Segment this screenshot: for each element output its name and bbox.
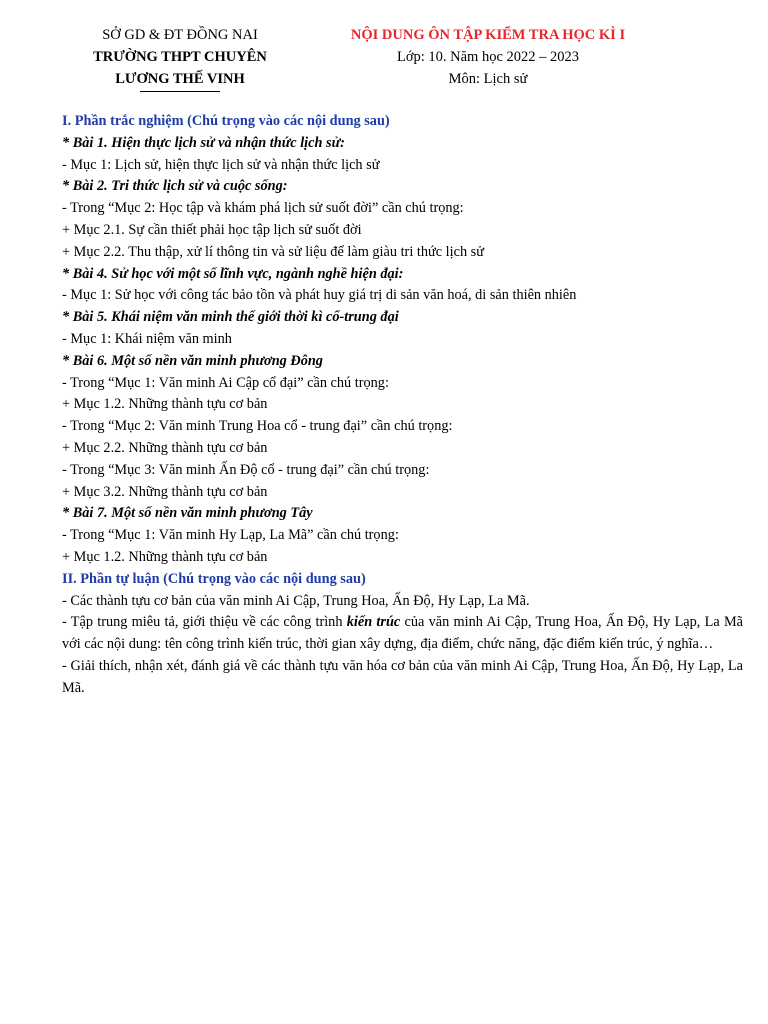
lesson-heading: * Bài 7. Một số nền văn minh phương Tây xyxy=(62,505,313,522)
list-item: + Mục 2.1. Sự cần thiết phải học tập lịch sử suốt đời xyxy=(62,221,362,238)
lesson-heading: * Bài 2. Tri thức lịch sử và cuộc sống: xyxy=(62,178,288,195)
list-item: + Mục 2.2. Những thành tựu cơ bản xyxy=(62,439,268,456)
list-item: - Trong “Mục 1: Văn minh Ai Cập cổ đại” cần chú trọng: xyxy=(62,374,389,391)
list-item: + Mục 1.2. Những thành tựu cơ bản xyxy=(62,396,268,413)
header-underline xyxy=(140,91,220,92)
list-item: + Mục 1.2. Những thành tựu cơ bản xyxy=(62,548,268,565)
section-heading-essay: II. Phần tự luận (Chú trọng vào các nội dung sau) xyxy=(62,570,366,587)
school-name-line2: LƯƠNG THẾ VINH xyxy=(115,71,245,87)
grade-year: Lớp: 10. Năm học 2022 – 2023 xyxy=(396,49,580,65)
list-item: - Trong “Mục 2: Văn minh Trung Hoa cổ - trung đại” cần chú trọng: xyxy=(62,418,453,435)
essay-item-architecture-after: của văn minh Ai Cập, Trung Hoa, Ấn Độ, Hy Lạp, La Mã với các nội dung: tên công trình kiến trúc, thời gian xây dựng, địa điểm, chức năng, đặc điểm kiến trúc, ý nghĩa… xyxy=(62,614,744,653)
department-name: SỞ GD & ĐT ĐỒNG NAI xyxy=(102,27,258,43)
section-heading-multiple-choice: I. Phần trắc nghiệm (Chú trọng vào các nội dung sau) xyxy=(62,113,390,129)
document-body xyxy=(62,111,743,700)
list-item: - Trong “Mục 3: Văn minh Ấn Độ cổ - trung đại” cần chú trọng: xyxy=(62,461,430,478)
document-title: NỘI DUNG ÔN TẬP KIỂM TRA HỌC KÌ I xyxy=(350,27,626,43)
lesson-heading: * Bài 4. Sử học với một số lĩnh vực, ngành nghề hiện đại: xyxy=(62,265,404,282)
list-item: - Trong “Mục 1: Văn minh Hy Lạp, La Mã” cần chú trọng: xyxy=(62,527,399,544)
lesson-heading: * Bài 5. Khái niệm văn minh thế giới thời kì cổ-trung đại xyxy=(62,309,399,326)
essay-item-achievements: - Các thành tựu cơ bản của văn minh Ai Cập, Trung Hoa, Ấn Độ, Hy Lạp, La Mã. xyxy=(62,592,530,609)
document-header xyxy=(330,24,646,90)
lesson-heading: * Bài 6. Một số nền văn minh phương Đông xyxy=(62,352,323,369)
essay-item-architecture-before: - Tập trung miêu tả, giới thiệu về các công trình xyxy=(62,614,347,631)
essay-item-evaluation: - Giải thích, nhận xét, đánh giá về các thành tựu văn hóa cơ bản của văn minh Ai Cập, Trung Hoa, Ấn Độ, Hy Lạp, La Mã. xyxy=(62,657,743,696)
school-header xyxy=(80,24,280,92)
list-item: - Mục 1: Sử học với công tác bảo tồn và phát huy giá trị di sản văn hoá, di sản thiên nhiên xyxy=(62,287,577,304)
lesson-heading: * Bài 1. Hiện thực lịch sử và nhận thức lịch sử: xyxy=(62,134,345,151)
list-item: - Trong “Mục 2: Học tập và khám phá lịch sử suốt đời” cần chú trọng: xyxy=(62,200,464,217)
school-name-line1: TRƯỜNG THPT CHUYÊN xyxy=(93,49,267,65)
list-item: - Mục 1: Khái niệm văn minh xyxy=(62,330,232,347)
list-item: + Mục 2.2. Thu thập, xử lí thông tin và sử liệu để làm giàu tri thức lịch sử xyxy=(62,243,484,260)
list-item: - Mục 1: Lịch sử, hiện thực lịch sử và nhận thức lịch sử xyxy=(62,156,380,173)
essay-item-architecture-emphasis: kiến trúc xyxy=(346,614,401,631)
essay-item-architecture xyxy=(62,612,743,656)
list-item: + Mục 3.2. Những thành tựu cơ bản xyxy=(62,483,268,500)
subject: Môn: Lịch sử xyxy=(448,71,528,87)
